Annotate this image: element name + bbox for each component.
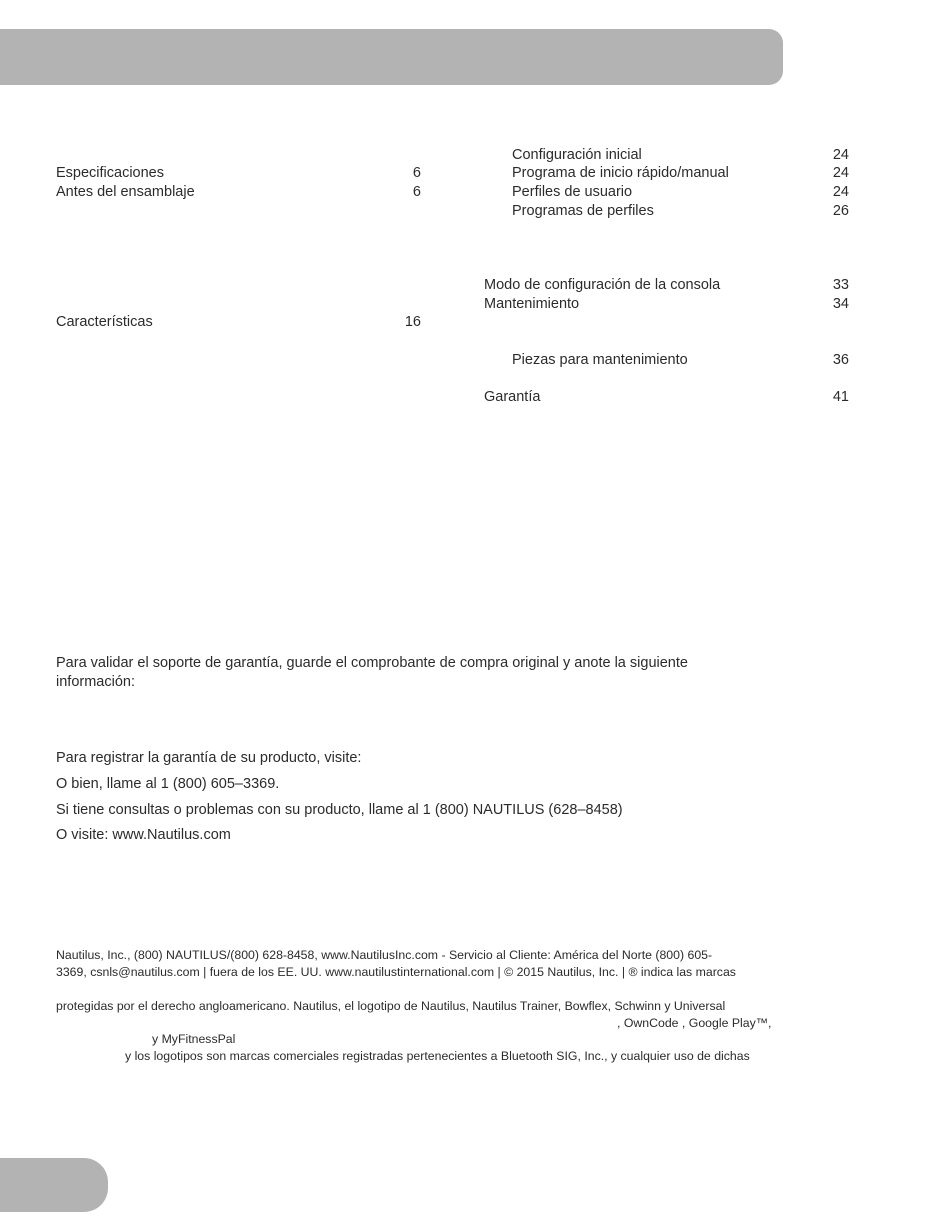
legal-line-1: Nautilus, Inc., (800) NAUTILUS/(800) 628-8458, www.NautilusInc.com - Servicio al Cliente: América del Norte (800) 605- [56, 948, 713, 962]
toc-page: 36 [832, 352, 849, 368]
warranty-visit-text: O visite: www.Nautilus.com [56, 827, 231, 843]
toc-label: Garantía [484, 389, 541, 405]
legal-line-6: y los logotipos son marcas comerciales registradas pertenecientes a Bluetooth SIG, Inc., y cualquier uso de dichas [125, 1049, 750, 1063]
toc-page: 41 [832, 389, 849, 405]
toc-entry-caracteristicas[interactable] [56, 313, 421, 331]
toc-page: 34 [832, 296, 849, 312]
toc-entry-antes-del-ensamblaje[interactable] [56, 183, 421, 201]
toc-entry-programas-de-perfiles[interactable] [512, 202, 849, 220]
toc-label: Especificaciones [56, 165, 164, 181]
toc-page: 24 [832, 184, 849, 200]
legal-line-2: 3369, csnls@nautilus.com | fuera de los EE. UU. www.nautilustinternational.com | © 2015 Nautilus, Inc. | ® indica las marcas [56, 965, 736, 979]
toc-label: Mantenimiento [484, 296, 580, 312]
toc-entry-piezas-mantenimiento[interactable] [512, 351, 849, 369]
legal-line-4: , OwnCode , Google Play™, [617, 1016, 772, 1030]
toc-entry-modo-configuracion-consola[interactable] [484, 276, 849, 294]
warranty-questions-text: Si tiene consultas o problemas con su producto, llame al 1 (800) NAUTILUS (628–8458) [56, 802, 623, 818]
toc-entry-perfiles-de-usuario[interactable] [512, 183, 849, 201]
toc-page: 24 [832, 165, 849, 181]
toc-page: 6 [412, 165, 421, 181]
toc-label: Piezas para mantenimiento [512, 352, 688, 368]
toc-label: Modo de configuración de la consola [484, 277, 721, 293]
warranty-validate-text-cont: información: [56, 674, 135, 690]
toc-page: 33 [832, 277, 849, 293]
toc-entry-programa-inicio-rapido[interactable] [512, 164, 849, 182]
toc-label: Antes del ensamblaje [56, 184, 195, 200]
toc-page: 26 [832, 203, 849, 219]
legal-line-5: y MyFitnessPal [152, 1032, 236, 1046]
toc-label: Características [56, 314, 153, 330]
toc-entry-mantenimiento[interactable] [484, 295, 849, 313]
warranty-validate-text: Para validar el soporte de garantía, guarde el comprobante de compra original y anote la siguiente [56, 655, 688, 671]
toc-label: Programa de inicio rápido/manual [512, 165, 729, 181]
warranty-call-text: O bien, llame al 1 (800) 605–3369. [56, 776, 280, 792]
toc-entry-especificaciones[interactable] [56, 164, 421, 182]
toc-label: Perfiles de usuario [512, 184, 633, 200]
header-bar [0, 29, 783, 85]
toc-label: Configuración inicial [512, 147, 642, 163]
toc-label: Programas de perfiles [512, 203, 654, 219]
warranty-register-text: Para registrar la garantía de su producto, visite: [56, 750, 362, 766]
toc-entry-garantia[interactable] [484, 388, 849, 406]
page-number-tab [0, 1158, 108, 1212]
toc-entry-configuracion-inicial[interactable] [512, 146, 849, 164]
legal-line-3: protegidas por el derecho angloamericano. Nautilus, el logotipo de Nautilus, Nautilus Trainer, Bowflex, Schwinn y Universal [56, 999, 726, 1013]
toc-page: 6 [412, 184, 421, 200]
toc-page: 24 [832, 147, 849, 163]
toc-page: 16 [404, 314, 421, 330]
